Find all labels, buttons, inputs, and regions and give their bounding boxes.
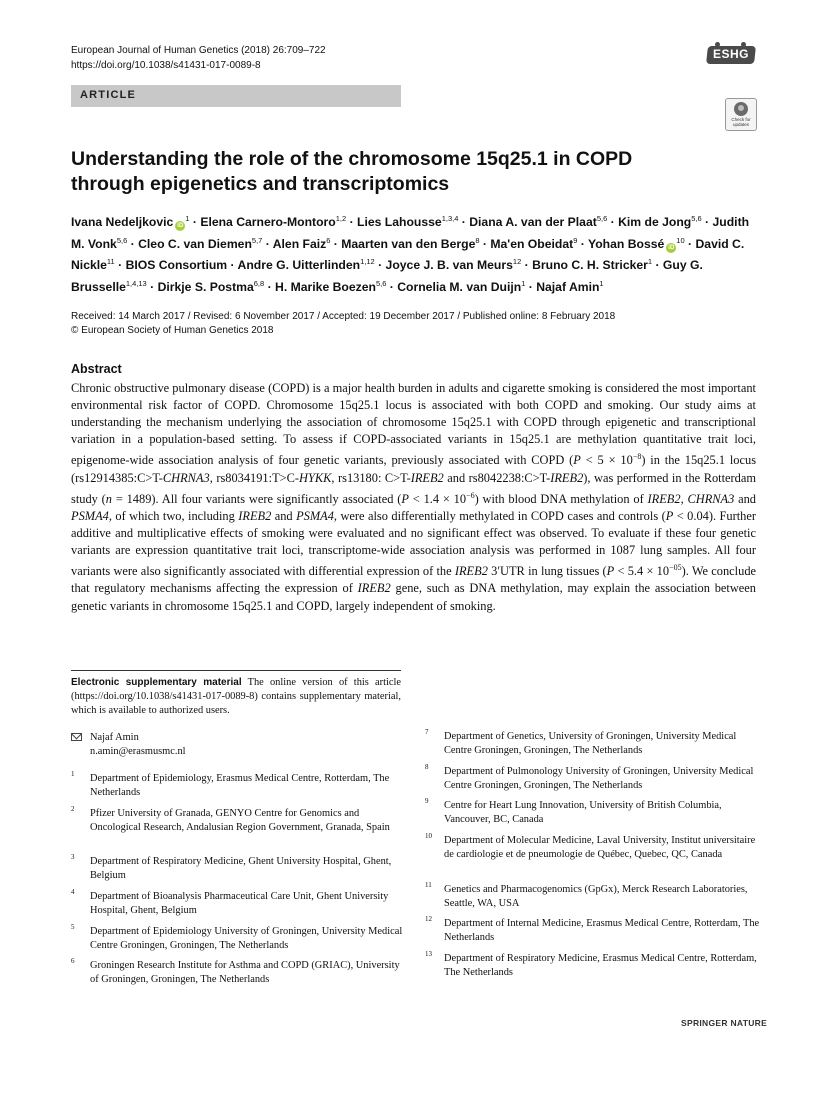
affiliation-number: 3 <box>71 853 75 861</box>
abstract-text-segment: PSMA4 <box>296 508 334 523</box>
abstract-text-segment: < 5 × 10 <box>580 453 633 468</box>
author-name: Andre G. Uitterlinden <box>237 258 361 273</box>
affiliation-text: Department of Epidemiology University of Groningen, University Medical Centre Groningen, Groningen, The Netherlands <box>90 926 403 951</box>
abstract-text-segment: and <box>271 508 297 523</box>
orcid-icon[interactable]: iD <box>668 244 675 251</box>
abstract-text-segment: P <box>401 491 409 506</box>
abstract-text-segment: CHRNA3 <box>687 491 735 506</box>
abstract-text-segment: −05 <box>669 563 682 573</box>
abstract-text-segment: < 5.4 × 10 <box>614 564 670 579</box>
author-name: BIOS Consortium <box>125 258 228 273</box>
eshg-logo <box>707 44 757 66</box>
copyright-notice: © European Society of Human Genetics 2018 <box>71 325 274 336</box>
abstract-text-segment: , of which two, including <box>108 508 239 523</box>
publication-history: Received: 14 March 2017 / Revised: 6 November 2017 / Accepted: 19 December 2017 / Published online: 8 February 2018 <box>71 311 616 322</box>
author-name: Judith M. Vonk <box>71 215 750 251</box>
author <box>357 215 458 229</box>
author-affiliation-number: 5,7 <box>251 235 263 245</box>
affiliation-number: 2 <box>71 805 75 813</box>
author <box>469 215 607 229</box>
author-affiliation-number: 10 <box>676 235 685 245</box>
author-affiliation-number: 1,12 <box>360 257 375 267</box>
author-name: Cornelia M. van Duijn <box>397 279 522 294</box>
affiliation-number: 11 <box>425 881 432 889</box>
author-name: Lies Lahousse <box>357 215 442 230</box>
affiliation-text: Department of Pulmonology University of Groningen, University Medical Centre Groningen, Groningen, The Netherlands <box>444 766 754 791</box>
author-affiliation-number: 1 <box>647 257 653 267</box>
author-name: Elena Carnero-Montoro <box>200 215 336 230</box>
affiliation-text: Groningen Research Institute for Asthma and COPD (GRIAC), University of Groningen, Groningen, The Netherlands <box>90 960 400 985</box>
author <box>490 237 577 251</box>
author-affiliation-number: 6,8 <box>253 278 265 288</box>
author <box>238 258 375 272</box>
affiliation-number: 6 <box>71 957 75 965</box>
affiliation-text: Department of Epidemiology, Erasmus Medical Centre, Rotterdam, The Netherlands <box>90 773 390 798</box>
author-affiliation-number: 1 <box>185 214 190 223</box>
footnote-divider <box>71 670 401 671</box>
author-name: Kim de Jong <box>618 215 692 230</box>
author-name: David C. Nickle <box>71 236 745 273</box>
author-name: Yohan Bossé <box>587 236 665 251</box>
author <box>273 237 331 251</box>
orcid-icon[interactable]: iD <box>177 223 184 230</box>
author-name: Ivana Nedeljkovic <box>71 215 174 230</box>
author-affiliation-number: 12 <box>512 257 522 267</box>
author <box>397 280 525 294</box>
author-name: Dirkje S. Postma <box>157 279 254 294</box>
affiliation-text: Department of Respiratory Medicine, Ghent University Hospital, Ghent, Belgium <box>90 856 392 881</box>
affiliation-text: Department of Molecular Medicine, Laval University, Institut universitaire de cardiologie et de pneumologie de Québec, Quebec, QC, Canada <box>444 835 756 860</box>
abstract-text-segment: P <box>573 453 581 468</box>
author-affiliation-number: 8 <box>475 235 480 245</box>
author-affiliation-number: 11 <box>106 257 115 267</box>
abstract-text-segment: and rs8042238:C>T- <box>443 470 551 485</box>
author-name: Cleo C. van Diemen <box>138 236 252 251</box>
abstract-text-segment: HYKK <box>299 470 332 485</box>
envelope-icon <box>71 733 82 741</box>
abstract-text-segment: CHRNA3 <box>162 470 210 485</box>
affiliation-number: 12 <box>425 915 432 923</box>
abstract-text-segment: IREB2 <box>238 508 272 523</box>
abstract-text-segment: , rs8034191:T>C- <box>209 470 300 485</box>
author-name: Alen Faiz <box>272 236 327 251</box>
author <box>71 215 189 229</box>
author-affiliation-number: 5,6 <box>596 214 608 223</box>
article-type-bar <box>71 85 401 107</box>
abstract-text-segment: ). We conclude that regulatory mechanisms affecting the expression of <box>71 564 757 596</box>
check-updates-icon <box>734 102 748 116</box>
abstract-text-segment: IREB2 <box>550 470 584 485</box>
author-name: H. Marike Boezen <box>275 279 376 294</box>
author <box>618 215 702 229</box>
abstract-text-segment: PSMA4 <box>71 508 109 523</box>
abstract-text-segment: ) in the 15q25.1 locus (rs12914385:C>T- <box>71 453 757 485</box>
author <box>536 280 603 294</box>
abstract-text-segment: = 1489). All four variants were significantly associated ( <box>112 491 402 506</box>
springer-nature-logo: SPRINGER NATURE <box>681 1018 768 1028</box>
author <box>138 237 262 251</box>
correspondence <box>71 731 401 758</box>
esm-link[interactable]: https://doi.org/10.1038/s41431-017-0089-8 <box>74 691 255 702</box>
author <box>386 258 522 272</box>
abstract-text-segment: −6 <box>466 490 475 500</box>
abstract-text-segment: Chronic obstructive pulmonary disease (COPD) is a major health burden in adults and cigarette smoking is considered the most important environmental risk factor of COPD. Chromosome 15q25.1 locus is associated with both COPD and smoking. Our study aims at understanding the mechanism underlying the association of chromosome 15q25.1 with COPD through epigenetic and transcriptional variation in a population-based setting. To assess if COPD-associated variants in 15q25.1 are methylation quantitative trait loci, epigenome-wide association analysis of four genetic variants, previously associated with COPD ( <box>71 381 756 468</box>
author <box>158 280 265 294</box>
affiliation-number: 8 <box>425 763 429 771</box>
esm-label: Electronic supplementary material <box>71 677 242 688</box>
eshg-logo-text: ESHG <box>712 47 749 61</box>
affiliation-text: Department of Bioanalysis Pharmaceutical Care Unit, Ghent University Hospital, Ghent, Belgium <box>90 891 389 916</box>
abstract-text-segment: −8 <box>632 452 642 462</box>
abstract-text-segment: 3′UTR in lung tissues ( <box>487 564 607 579</box>
affiliation-number: 1 <box>71 770 75 778</box>
author-affiliation-number: 9 <box>573 235 578 245</box>
affiliation-text: Centre for Heart Lung Innovation, University of British Columbia, Vancouver, BC, Canada <box>444 800 722 825</box>
author-name: Maarten van den Berge <box>341 236 476 251</box>
abstract-text-segment: < 0.04). Further additive and multiplicative effects of smoking were evaluated and no significant effect was observed. To evaluate if these four genetic variants are expression quantitative trait loci, transcriptome-wide association analysis was performed in 1087 lung samples. All four variants were also significantly associated with differential expression of the <box>71 508 756 579</box>
esm-text-after: ) contains supplementary material, which is available to authorized users. <box>71 691 401 716</box>
author-affiliation-number: 5,6 <box>116 235 128 245</box>
affiliation-number: 9 <box>425 797 429 805</box>
abstract-text-segment: ), was performed in the Rotterdam study ( <box>71 470 756 506</box>
abstract-text-segment: , rs13180: C>T- <box>331 470 411 485</box>
affiliation-text: Genetics and Pharmacogenomics (GpGx), Merck Research Laboratories, Seattle, WA, USA <box>444 884 748 909</box>
journal-citation: European Journal of Human Genetics (2018) 26:709–722 <box>71 45 326 56</box>
abstract-text-segment: , <box>680 491 688 506</box>
author-affiliation-number: 5,6 <box>375 278 387 288</box>
author-affiliation-number: 1,3,4 <box>441 214 459 223</box>
abstract-text-segment: and <box>734 491 756 506</box>
author <box>275 280 386 294</box>
affiliation-text: Department of Respiratory Medicine, Erasmus Medical Centre, Rotterdam, The Netherlands <box>444 953 757 978</box>
author-affiliation-number: 6 <box>326 235 331 245</box>
author-name: Bruno C. H. Stricker <box>532 258 648 273</box>
author <box>532 258 652 272</box>
affiliation-number: 13 <box>425 950 432 958</box>
author-affiliation-number: 5,6 <box>691 214 702 223</box>
author-affiliation-number: 1,2 <box>335 214 347 223</box>
check-for-updates-button[interactable] <box>725 98 757 131</box>
affiliation-number: 10 <box>425 832 432 840</box>
author-name: Ma'en Obeidat <box>490 236 574 251</box>
author <box>126 258 228 272</box>
abstract-text-segment: , were also differentially methylated in COPD cases and controls ( <box>333 508 666 523</box>
author <box>200 215 346 229</box>
author-affiliation-number: 1 <box>521 278 526 288</box>
author-affiliation-number: 1 <box>599 278 604 288</box>
esm-text-before: The online version of this article ( <box>71 677 401 702</box>
affiliation-text: Department of Internal Medicine, Erasmus Medical Centre, Rotterdam, The Netherlands <box>444 918 760 943</box>
abstract-text-segment: n <box>105 491 112 506</box>
affiliation-number: 7 <box>425 728 429 736</box>
affiliation-number: 5 <box>71 923 75 931</box>
author <box>341 237 479 251</box>
abstract-text-segment: P <box>665 508 674 523</box>
author <box>588 237 685 251</box>
correspondence-email[interactable]: n.amin@erasmusmc.nl <box>90 745 186 757</box>
affiliation-text: Department of Genetics, University of Groningen, University Medical Centre Groningen, Groningen, The Netherlands <box>444 731 737 756</box>
author-name: Joyce J. B. van Meurs <box>385 258 513 273</box>
abstract-text-segment: IREB2 <box>647 491 681 506</box>
abstract-text-segment: IREB2 <box>357 581 391 596</box>
abstract-heading: Abstract <box>71 362 122 376</box>
correspondence-name: Najaf Amin <box>90 732 139 743</box>
author-list: Ivana Nedeljkovic $iD^1$ · Elena Carnero-Montoro$^{1,2}$ · Lies Lahousse$^{1,3,4}$ · Diana A. van der Plaat$^{5,6}$ · Kim de Jong$^{5,6}$ · Judith M. Vonk$^{5,6}$ · Cleo C. van Diemen$^{5,7}$ · Alen Faiz$^6$ · Maarten van den Berge$^8$ · Ma'en Obeidat$^9$ · Yohan Bossé $iD^{10}$ · David C. Nickle$^{11}$ · BIOS Consortium · Andre G. Uitterlinden$^{1,12}$ · Joyce J. B. van Meurs$^{12}$ · Bruno C. H. Stricker$^1$ · Guy G. Brusselle$^{1,4,13}$ · Dirkje S. Postma$^{6,8}$ · H. Marike Boezen$^{5,6}$ · Cornelia M. van Duijn$^1$ · Najaf Amin$^1$ <box>71 214 750 294</box>
abstract-body <box>71 380 756 615</box>
author-name: Guy G. Brusselle <box>71 258 703 294</box>
abstract-text-segment: gene, such as DNA methylation, may explain the association between genetic variants in chromosome 15q25.1 and COPD, largely independent of smoking. <box>71 581 756 613</box>
article-title: Understanding the role of the chromosome 15q25.1 in COPD through epigenetics and transcriptomics <box>71 148 633 195</box>
affiliation-number: 4 <box>71 888 75 896</box>
abstract-text-segment: IREB2 <box>410 470 444 485</box>
abstract-text-segment: < 1.4 × 10 <box>408 491 467 506</box>
abstract-text-segment: P <box>606 564 615 579</box>
doi-link[interactable]: https://doi.org/10.1038/s41431-017-0089-8 <box>71 60 261 71</box>
article-type-label: ARTICLE <box>80 89 137 101</box>
author-name: Diana A. van der Plaat <box>469 215 597 230</box>
abstract-text-segment: ) with blood DNA methylation of <box>474 491 648 506</box>
abstract-text-segment: IREB2 <box>454 564 488 579</box>
author-name: Najaf Amin <box>536 279 600 294</box>
check-updates-label: Check for updates <box>731 117 751 127</box>
affiliation-text: Pfizer University of Granada, GENYO Centre for Genomics and Oncological Research, Andalusian Region Government, Granada, Spain <box>90 808 390 833</box>
author-affiliation-number: 1,4,13 <box>125 278 147 288</box>
supplementary-material-note <box>71 676 401 718</box>
